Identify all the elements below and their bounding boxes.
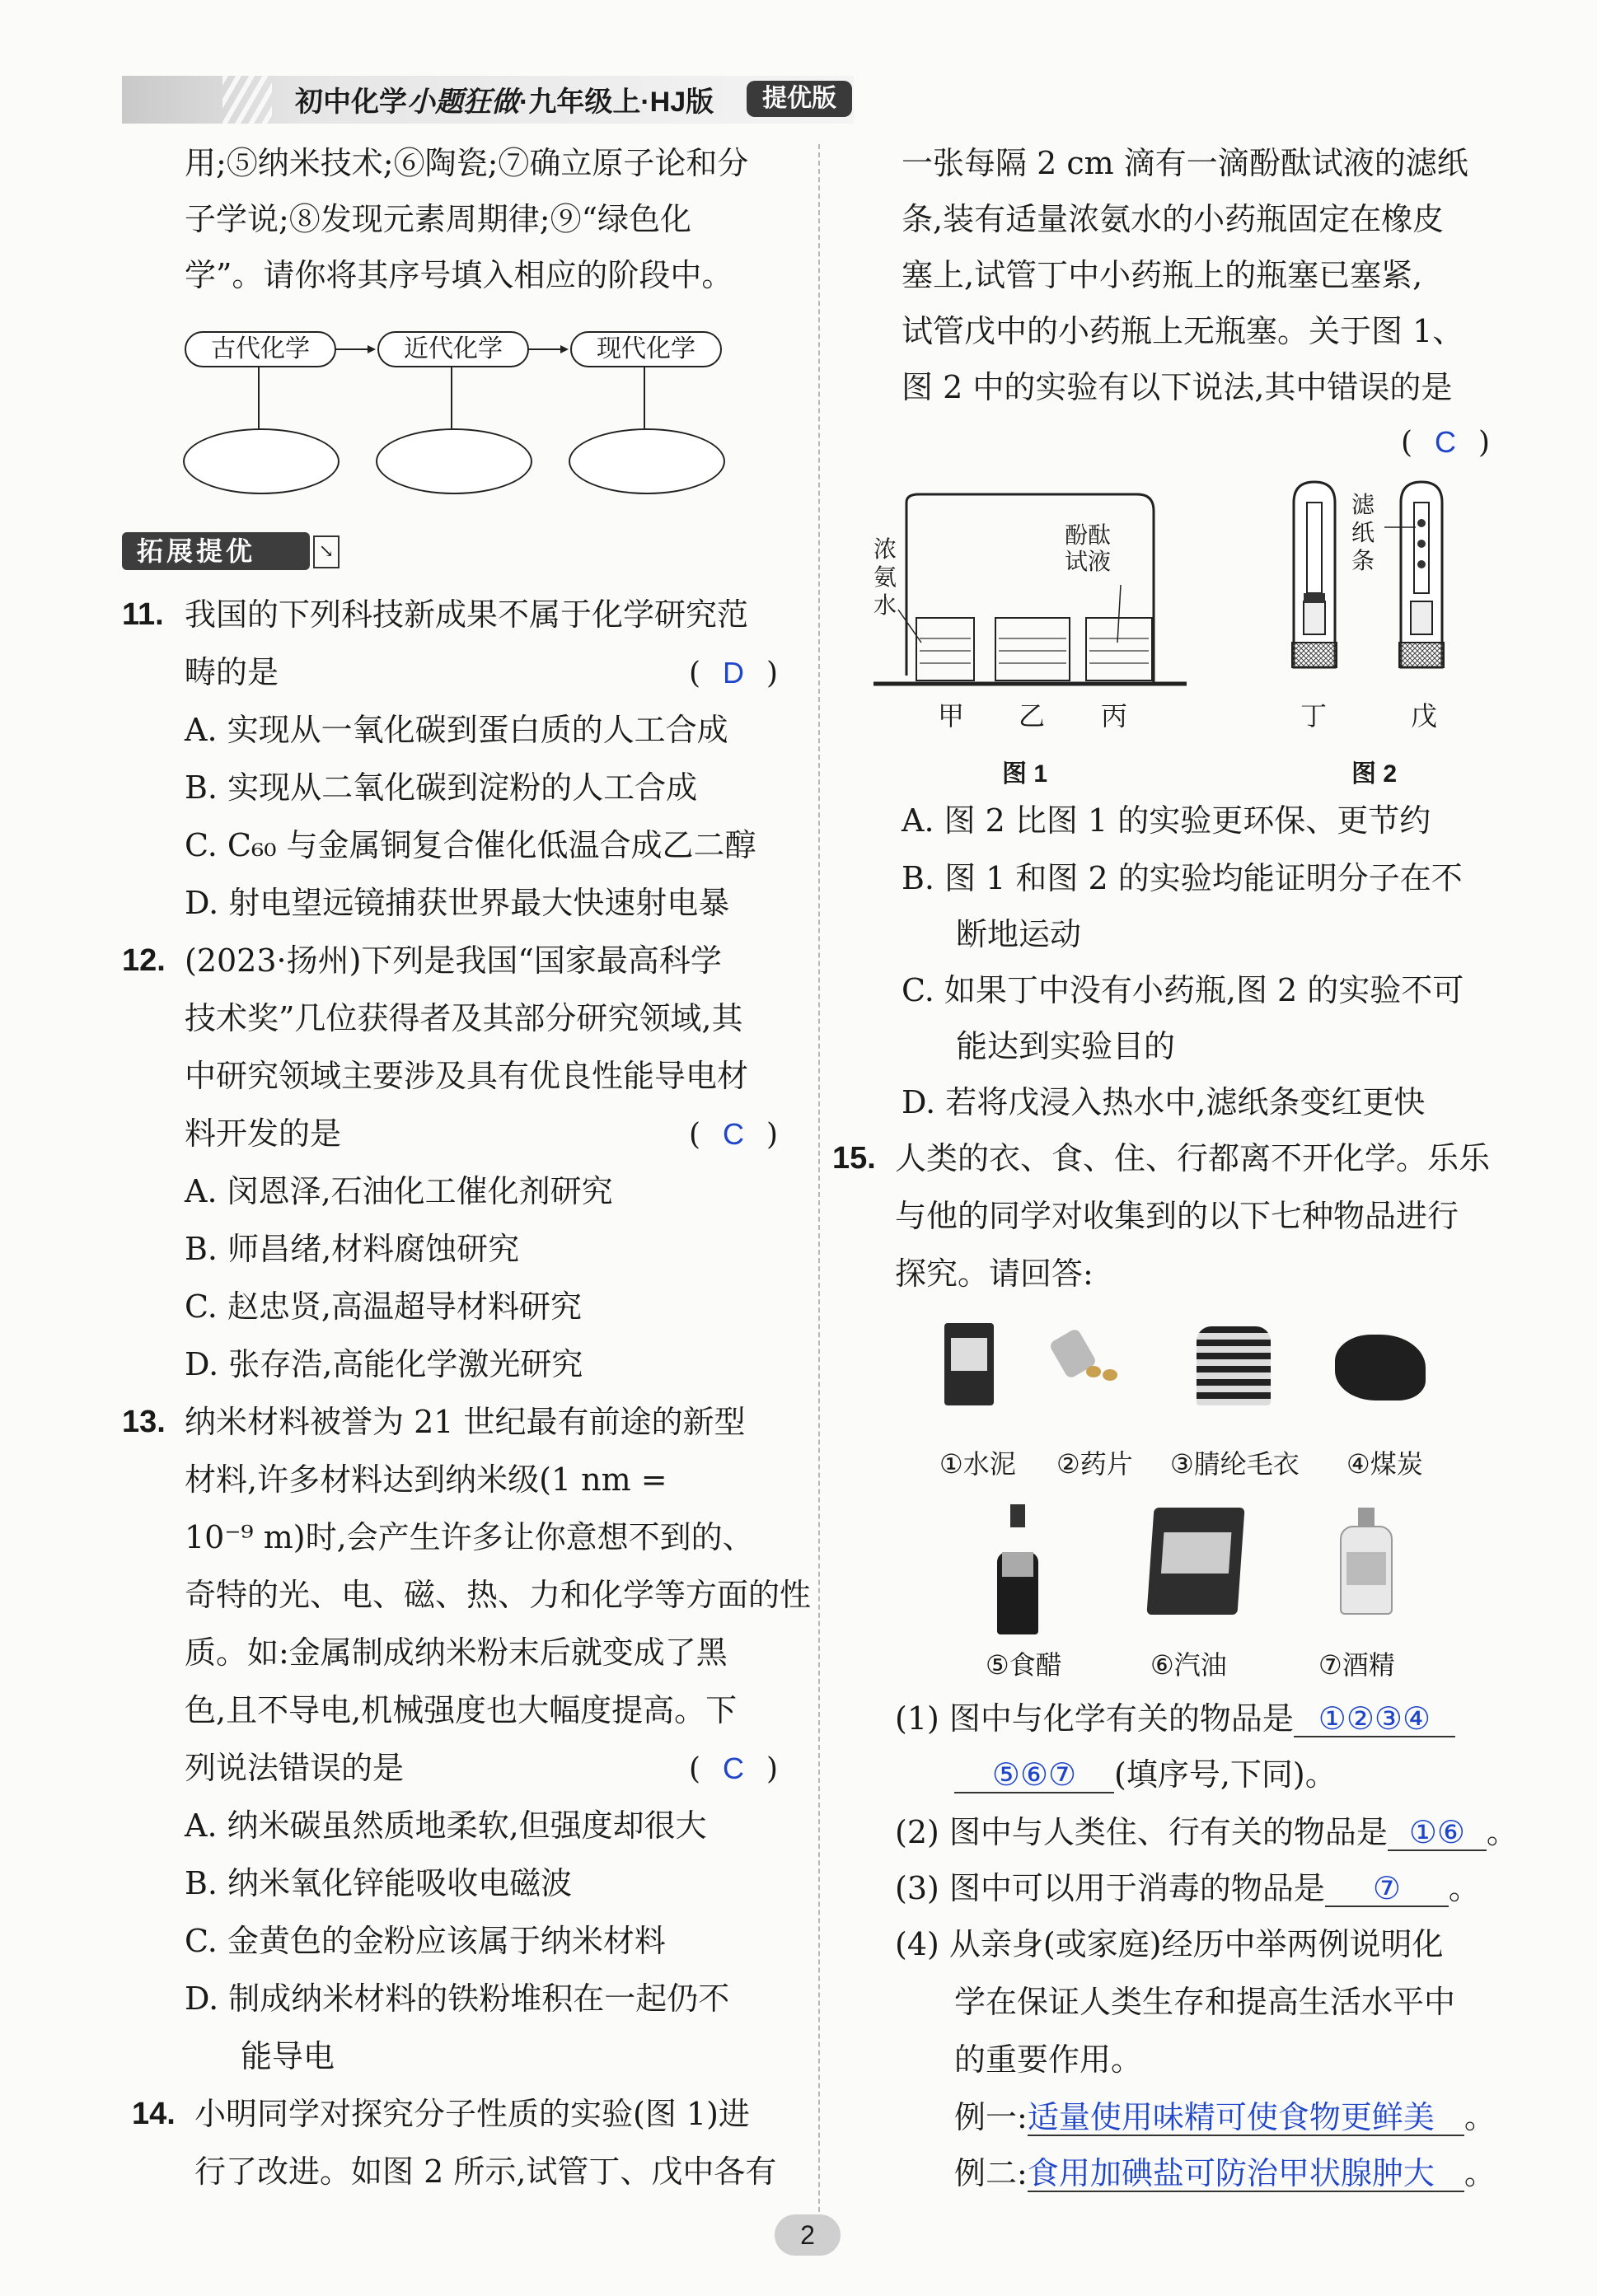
q15-example-2-label: 例二: [954,2155,1028,2191]
q15-sub4-line-3: 的重要作用。 [954,2041,1143,2078]
q15-example-2-answer: 食用加碘盐可防治甲状腺肿大 [1028,2158,1464,2192]
q12-option-a: A. 闵恩泽,石油化工催化剂研究 [185,1173,613,1209]
q13-option-d-cont: 能导电 [241,2038,335,2074]
q14-option-c: C. 如果丁中没有小药瓶,图 2 的实验不可 [902,972,1464,1008]
q11-option-d: D. 射电望远镜捕获世界最大快速射电暴 [185,885,730,921]
q15-sub3-answer: ⑦ [1325,1873,1449,1907]
vinegar-bottle-image [997,1504,1038,1611]
q14-cont-line-3: 塞上,试管丁中小药瓶上的瓶塞已塞紧, [902,257,1423,293]
q12-option-c: C. 赵忠贤,高温超导材料研究 [185,1288,582,1325]
sweater-image [1197,1326,1271,1405]
item-sweater-label: ③腈纶毛衣 [1170,1448,1300,1480]
fig1-beaker-yi: 乙 [1019,700,1046,732]
q15-example-1-label: 例一: [954,2099,1028,2135]
q15-line-1: 人类的衣、食、住、行都离不开化学。乐乐 [895,1140,1491,1176]
item-gasoline-label: ⑥汽油 [1150,1649,1227,1681]
q12-number: 12. [122,943,166,978]
q14-line-1: 小明同学对探究分子性质的实验(图 1)进 [194,2096,750,2132]
q14-cont-line-4: 试管戊中的小药瓶上无瓶塞。关于图 1、 [902,313,1464,349]
q15-sub1-answer-1: ①②③④ [1294,1703,1455,1737]
q12-option-b: B. 师昌绪,材料腐蚀研究 [185,1231,520,1267]
answer-oval-contemporary [569,428,725,494]
q13-number: 13. [122,1405,166,1439]
q12-line-4: 料开发的是 [185,1115,342,1152]
q14-cont-line-2: 条,装有适量浓氨水的小药瓶固定在橡皮 [902,201,1445,237]
q13-line-7: 列说法错误的是 [185,1750,405,1786]
q13-option-d: D. 制成纳米材料的铁粉堆积在一起仍不 [185,1980,730,2017]
q15-sub4-line-1: (4) 从亲身(或家庭)经历中举两例说明化 [895,1926,1444,1962]
q15-sub2-text: (2) 图中与人类住、行有关的物品是 [895,1814,1388,1850]
fig2-label-filter-strip: 滤纸条 [1351,491,1375,574]
q13-line-4: 奇特的光、电、磁、热、力和化学等方面的性 [185,1577,812,1613]
q15-number: 15. [832,1141,876,1176]
q15-sub1-tail: (填序号,下同)。 [1114,1756,1337,1793]
item-vinegar-label: ⑤食醋 [986,1649,1062,1681]
page-number: 2 [775,2214,841,2256]
q15-sub1-answer-2: ⑤⑥⑦ [954,1759,1114,1793]
q11-answer: D [723,656,745,690]
header-badge: 提优版 [747,81,852,117]
q15-line-2: 与他的同学对收集到的以下七种物品进行 [895,1198,1459,1234]
item-alcohol-label: ⑦酒精 [1318,1649,1395,1681]
q15-example-1-answer: 适量使用味精可使食物更鲜美 [1028,2102,1464,2136]
stage-modern-early: 近代化学 [377,331,529,367]
q15-sub2-answer: ①⑥ [1388,1817,1487,1851]
q15-example-2 [954,2157,1496,2192]
fig1-label-phenolphthalein: 酚酞试液 [1065,521,1112,575]
answer-oval-ancient [183,428,340,494]
cement-bag-image [944,1323,994,1405]
q13-line-2: 材料,许多材料达到纳米级(1 nm = [185,1461,667,1498]
q14-cont-line-1: 一张每隔 2 cm 滴有一滴酚酞试液的滤纸 [902,145,1468,181]
q13-line-1: 纳米材料被誉为 21 世纪最有前途的新型 [185,1404,746,1440]
q11-number: 11. [122,597,164,632]
q13-line-6: 色,且不导电,机械强度也大幅度提高。下 [185,1692,738,1728]
fig2-tube-ding: 丁 [1300,700,1328,732]
q12-option-d: D. 张存浩,高能化学激光研究 [185,1346,583,1382]
q11-line-1: 我国的下列科技新成果不属于化学研究范 [185,596,749,633]
q14-option-c-cont: 能达到实验目的 [956,1028,1176,1064]
q12-line-2: 技术奖”几位获得者及其部分研究领域,其 [185,1000,743,1036]
q15-example-1-period: 。 [1464,2099,1496,2135]
q11-answer-bracket: ( D ) [689,656,779,690]
q14-option-b: B. 图 1 和图 2 的实验均能证明分子在不 [902,860,1463,896]
q11-option-b: B. 实现从二氧化碳到淀粉的人工合成 [185,769,698,806]
stage-contemporary: 现代化学 [570,331,722,367]
item-coal-label: ④煤炭 [1346,1448,1423,1480]
q14-option-a: A. 图 2 比图 1 的实验更环保、更节约 [902,802,1431,839]
q15-sub2-period: 。 [1486,1814,1518,1850]
answer-oval-modern-early [376,428,532,494]
coal-image [1335,1335,1426,1401]
q14-line-2: 行了改进。如图 2 所示,试管丁、戊中各有 [194,2153,777,2190]
q14-option-b-cont: 断地运动 [956,916,1082,952]
fig1-label-ammonia: 浓氨水 [873,535,897,619]
intro-line-1: 用;⑤纳米技术;⑥陶瓷;⑦确立原子论和分 [185,145,749,181]
fig2-caption: 图 2 [1351,760,1398,788]
q13-line-3: 10⁻⁹ m)时,会产生许多让你意想不到的、 [185,1519,754,1555]
q15-example-2-period: 。 [1464,2155,1496,2191]
gasoline-can-image [1146,1508,1244,1615]
fig1-caption: 图 1 [1002,760,1048,788]
q13-answer: C [723,1751,745,1785]
q12-line-3: 中研究领域主要涉及具有优良性能导电材 [185,1058,749,1094]
header-brand: 小题狂做 [407,86,519,119]
q14-number: 14. [132,2097,176,2131]
q14-answer-bracket: ( C ) [1401,425,1491,460]
section-tag: 拓展提优 [122,532,310,570]
section-tag-arrow-icon: ↘ [313,535,340,568]
q15-sub3 [895,1872,1480,1907]
intro-line-2: 子学说;⑧发现元素周期律;⑨“绿色化 [185,201,692,237]
q12-answer-bracket: ( C ) [689,1117,779,1152]
intro-line-3: 学”。请你将其序号填入相应的阶段中。 [185,257,733,293]
q14-answer: C [1435,425,1457,459]
stage-ancient: 古代化学 [185,331,336,367]
q15-example-1 [954,2101,1496,2136]
q15-sub2 [895,1816,1518,1851]
q11-line-2: 畴的是 [185,654,279,690]
q13-option-b: B. 纳米氧化锌能吸收电磁波 [185,1865,573,1901]
q14-option-d: D. 若将戊浸入热水中,滤纸条变红更快 [902,1084,1426,1120]
fig1-beaker-bing: 丙 [1101,700,1128,732]
item-cement-label: ①水泥 [939,1448,1016,1480]
q13-line-5: 质。如:金属制成纳米粉末后就变成了黑 [185,1634,728,1671]
header-subject: 初中化学 [295,87,407,118]
q13-option-a: A. 纳米碳虽然质地柔软,但强度却很大 [185,1807,707,1844]
item-pills-label: ②药片 [1056,1448,1133,1480]
q14-cont-line-5: 图 2 中的实验有以下说法,其中错误的是 [902,369,1453,405]
figure-1-diagram [873,478,1203,692]
q15-line-3: 探究。请回答: [895,1256,1094,1292]
q12-answer: C [723,1117,745,1151]
q13-answer-bracket: ( C ) [689,1751,779,1786]
fig1-beaker-jia: 甲 [938,700,965,732]
q12-line-1: (2023·扬州)下列是我国“国家最高科学 [185,942,722,979]
pills-image [1056,1333,1131,1391]
q15-sub1 [895,1702,1455,1737]
q15-sub3-period: 。 [1448,1870,1480,1906]
q15-sub3-text: (3) 图中可以用于消毒的物品是 [895,1870,1325,1906]
fig2-tube-wu: 戊 [1411,700,1438,732]
q11-option-c: C. C₆₀ 与金属铜复合催化低温合成乙二醇 [185,827,756,863]
q15-sub1-text: (1) 图中与化学有关的物品是 [895,1700,1294,1737]
q15-sub1-cont [954,1758,1337,1793]
alcohol-bottle-image [1340,1508,1393,1615]
header-grade: ·九年级上·HJ版 [519,87,714,118]
q15-sub4-line-2: 学在保证人类生存和提高生活水平中 [954,1984,1456,2020]
q11-option-a: A. 实现从一氧化碳到蛋白质的人工合成 [185,712,728,748]
q13-option-c: C. 金黄色的金粉应该属于纳米材料 [185,1923,666,1959]
